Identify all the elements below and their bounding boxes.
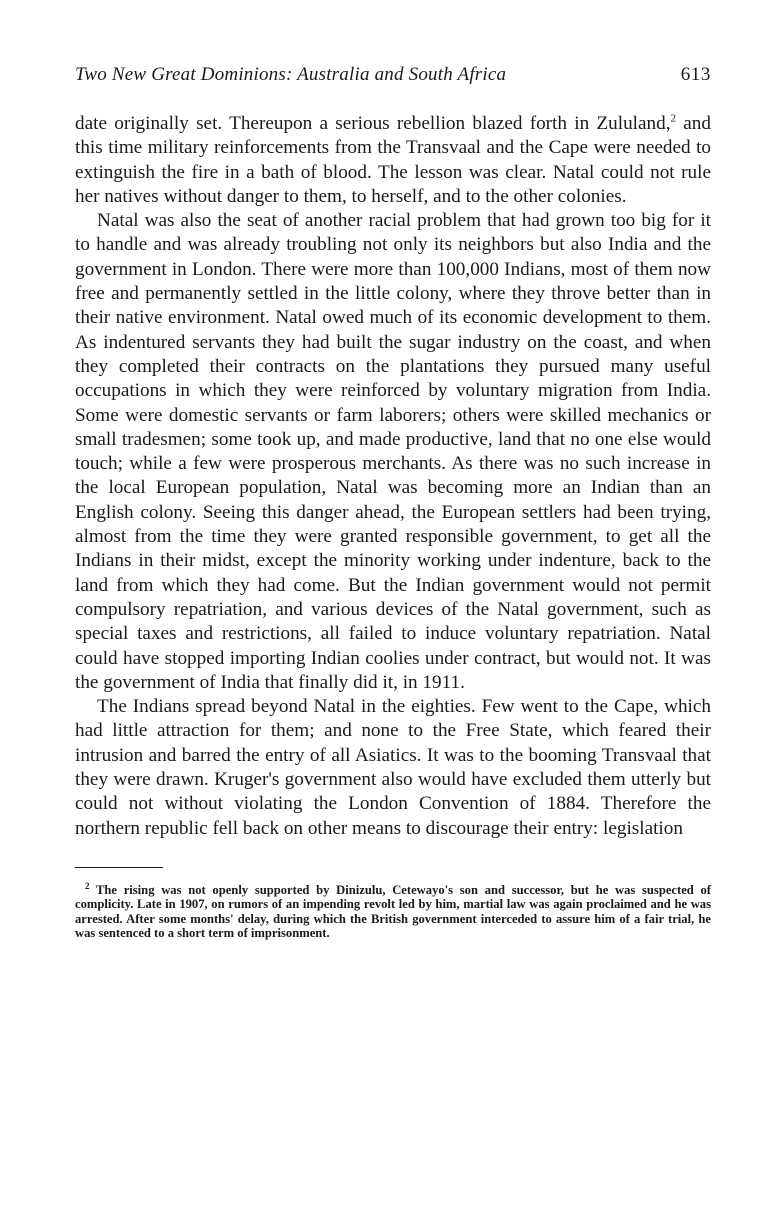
footnote-reference: 2 <box>670 112 677 125</box>
paragraph-1-text-after-note: and this time military reinforcements from the Transvaal and the Cape were needed to extinguish the fire in a bath of blood. The lesson was clear. Natal could not rule her natives without danger to them, to herself, and to the other colonies. <box>75 113 711 207</box>
book-page <box>75 64 711 941</box>
paragraph-2: Natal was also the seat of another racial problem that had grown too big for it to handle and was already troubling not only its neighbors but also India and the government in London. There were more than 100,000 Indians, most of them now free and permanently settled in the little colony, where they throve better than in their native environment. Natal owed much of its economic development to them. As indentured servants they had built the sugar industry on the coast, and when they completed their contracts on the plantations they pursued many useful occupations in which they were reinforced by voluntary migration from India. Some were domestic servants or farm laborers; others were skilled mechanics or small tradesmen; some took up, and made productive, land that no one else would touch; while a few were prosperous merchants. As there was no such increase in the local European population, Natal was becoming more an Indian than an English colony. Seeing this danger ahead, the European settlers had been trying, almost from the time they were granted responsible government, to get all the Indians in their midst, except the minority working under indenture, back to the land from which they had come. But the Indian government would not permit compulsory repatriation, and various devices of the Natal government, such as special taxes and restrictions, all failed to induce voluntary repatriation. Natal could have stopped importing Indian coolies under contract, but would not. It was the government of India that finally did it, in 1911. <box>75 210 711 693</box>
footnote-text: The rising was not openly supported by Dinizulu, Cetewayo's son and successor, but he was suspected of complicity. Late in 1907, on rumors of an impending revolt led by him, martial law was again proclaimed and he was arrested. After some months' delay, during which the British government interceded to assure him of a fair trial, he was sentenced to a short term of imprisonment. <box>75 882 711 941</box>
footnote-marker: 2 <box>85 880 90 891</box>
footnote <box>75 880 711 941</box>
footnote-divider <box>75 867 163 868</box>
body-text <box>75 112 711 841</box>
paragraph-1 <box>75 112 711 209</box>
paragraph-1-text-before-note: date originally set. Thereupon a serious rebellion blazed forth in Zululand, <box>75 113 671 134</box>
page-number: 613 <box>680 64 711 85</box>
running-title: Two New Great Dominions: Australia and South Africa <box>75 64 507 85</box>
page-header <box>75 64 711 96</box>
paragraph-3: The Indians spread beyond Natal in the eighties. Few went to the Cape, which had little attraction for them; and none to the Free State, which feared their intrusion and barred the entry of all Asiatics. It was to the booming Transvaal that they were drawn. Kruger's government also would have excluded them utterly but could not without violating the London Convention of 1884. Therefore the northern republic fell back on other means to discourage their entry: legislation <box>75 696 711 839</box>
